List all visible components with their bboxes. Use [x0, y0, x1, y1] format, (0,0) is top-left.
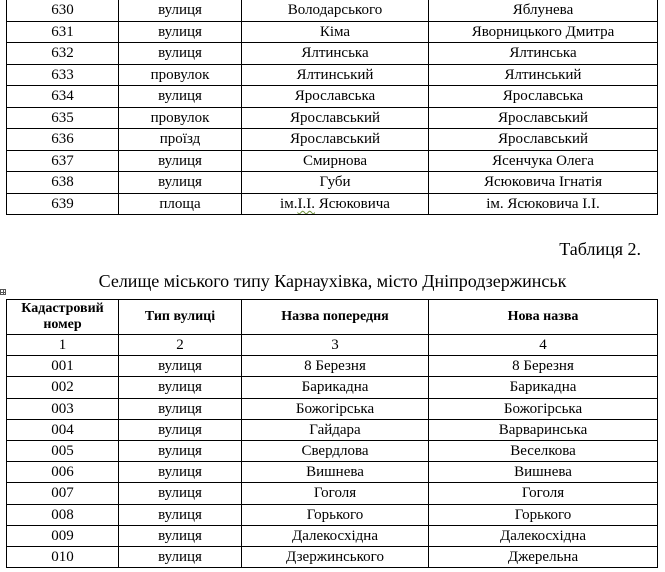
- cadastral-number-cell: 003: [7, 398, 119, 419]
- street-type-cell: проїзд: [119, 129, 242, 151]
- table-row: [7, 172, 658, 194]
- table-row: [7, 525, 658, 546]
- cadastral-number-cell: 001: [7, 356, 119, 377]
- street-type-cell: вулиця: [119, 356, 242, 377]
- table-row: [7, 86, 658, 108]
- cadastral-number-cell: 632: [7, 43, 119, 65]
- cadastral-number-cell: 634: [7, 86, 119, 108]
- previous-name-cell: Ялтинський: [242, 64, 429, 86]
- cadastral-number-cell: 636: [7, 129, 119, 151]
- table-row: [7, 150, 658, 172]
- header-street-type: Тип вулиці: [119, 300, 242, 335]
- new-name-cell: Ялтинський: [429, 64, 658, 86]
- new-name-cell: Джерельна: [429, 546, 658, 567]
- previous-name-cell: Гоголя: [242, 483, 429, 504]
- previous-name-cell: Дзержинського: [242, 546, 429, 567]
- new-name-cell: Далекосхідна: [429, 525, 658, 546]
- street-type-cell: вулиця: [119, 483, 242, 504]
- street-type-cell: вулиця: [119, 21, 242, 43]
- cadastral-number-cell: 002: [7, 377, 119, 398]
- header-new-name: Нова назва: [429, 300, 658, 335]
- previous-name-cell: Божогірська: [242, 398, 429, 419]
- new-name-cell: Барикадна: [429, 377, 658, 398]
- table-row: [7, 0, 658, 21]
- header-cadastral-number: [7, 300, 119, 335]
- table-row: [7, 129, 658, 151]
- table-row: [7, 483, 658, 504]
- table-row: [7, 377, 658, 398]
- previous-name-cell: Губи: [242, 172, 429, 194]
- street-type-cell: вулиця: [119, 43, 242, 65]
- street-renaming-table: [6, 299, 658, 568]
- table-header-row: [7, 300, 658, 335]
- street-type-cell: вулиця: [119, 86, 242, 108]
- previous-name-cell: Горького: [242, 504, 429, 525]
- table-row: [7, 356, 658, 377]
- street-type-cell: вулиця: [119, 525, 242, 546]
- street-type-cell: вулиця: [119, 419, 242, 440]
- street-type-cell: вулиця: [119, 462, 242, 483]
- cadastral-number-cell: 007: [7, 483, 119, 504]
- table-row: [7, 43, 658, 65]
- cadastral-number-cell: 637: [7, 150, 119, 172]
- previous-name-cell: Ярославський: [242, 107, 429, 129]
- cadastral-number-cell: 633: [7, 64, 119, 86]
- previous-name-cell: Барикадна: [242, 377, 429, 398]
- previous-name-cell: Ялтинська: [242, 43, 429, 65]
- table-row: [7, 462, 658, 483]
- cadastral-number-cell: 004: [7, 419, 119, 440]
- new-name-cell: Божогірська: [429, 398, 658, 419]
- column-number-row: [7, 335, 658, 356]
- table-row: [7, 21, 658, 43]
- column-number: 1: [7, 335, 119, 356]
- header-previous-name: Назва попередня: [242, 300, 429, 335]
- street-type-cell: вулиця: [119, 546, 242, 567]
- previous-name-cell: [242, 193, 429, 215]
- new-name-cell: Ярославська: [429, 86, 658, 108]
- table-row: [7, 419, 658, 440]
- cadastral-number-cell: 635: [7, 107, 119, 129]
- new-name-cell: Ярославський: [429, 107, 658, 129]
- new-name-cell: Вишнева: [429, 462, 658, 483]
- new-name-cell: 8 Березня: [429, 356, 658, 377]
- new-name-cell: Варваринська: [429, 419, 658, 440]
- cadastral-number-cell: 008: [7, 504, 119, 525]
- cadastral-number-cell: 630: [7, 0, 119, 21]
- cadastral-number-cell: 638: [7, 172, 119, 194]
- new-name-cell: Ясенчука Олега: [429, 150, 658, 172]
- street-type-cell: провулок: [119, 107, 242, 129]
- street-type-cell: вулиця: [119, 172, 242, 194]
- previous-name-cell: Свердлова: [242, 440, 429, 461]
- table-row: [7, 64, 658, 86]
- previous-name-prefix: ім.: [280, 195, 298, 212]
- column-number: 3: [242, 335, 429, 356]
- new-name-cell: Ясюковича Ігнатія: [429, 172, 658, 194]
- previous-name-cell: Смирнова: [242, 150, 429, 172]
- spellcheck-flagged-initials: І.І.: [297, 195, 315, 212]
- cadastral-number-cell: 639: [7, 193, 119, 215]
- previous-name-cell: 8 Березня: [242, 356, 429, 377]
- street-type-cell: вулиця: [119, 398, 242, 419]
- previous-name-cell: Кіма: [242, 21, 429, 43]
- cadastral-number-cell: 631: [7, 21, 119, 43]
- settlement-title: Селище міського типу Карнаухівка, місто Дніпродзержинськ: [98, 271, 567, 291]
- new-name-cell: Горького: [429, 504, 658, 525]
- column-number: 4: [429, 335, 658, 356]
- table-caption: Таблиця 2.: [559, 239, 641, 259]
- street-type-cell: вулиця: [119, 150, 242, 172]
- new-name-cell: Гоголя: [429, 483, 658, 504]
- previous-name-cell: Ярославська: [242, 86, 429, 108]
- header-cadastral-line1: Кадастровий: [21, 301, 104, 316]
- cadastral-number-cell: 010: [7, 546, 119, 567]
- previous-name-cell: Вишнева: [242, 462, 429, 483]
- column-number: 2: [119, 335, 242, 356]
- previous-name-cell: Далекосхідна: [242, 525, 429, 546]
- cadastral-number-cell: 005: [7, 440, 119, 461]
- table-row: [7, 504, 658, 525]
- street-type-cell: провулок: [119, 64, 242, 86]
- street-type-cell: вулиця: [119, 504, 242, 525]
- new-name-cell: Яворницького Дмитра: [429, 21, 658, 43]
- cadastral-number-cell: 009: [7, 525, 119, 546]
- previous-name-cell: Гайдара: [242, 419, 429, 440]
- street-type-cell: вулиця: [119, 377, 242, 398]
- table-row: [7, 193, 658, 215]
- table-row: [7, 440, 658, 461]
- street-table-continued: [6, 0, 658, 215]
- new-name-cell: Ярославський: [429, 129, 658, 151]
- new-name-cell: Ялтинська: [429, 43, 658, 65]
- new-name-cell: Яблунева: [429, 0, 658, 21]
- table-move-handle-icon[interactable]: [0, 289, 6, 295]
- table-row: [7, 398, 658, 419]
- street-type-cell: вулиця: [119, 440, 242, 461]
- street-type-cell: вулиця: [119, 0, 242, 21]
- previous-name-cell: Володарського: [242, 0, 429, 21]
- table-row: [7, 546, 658, 567]
- table-row: [7, 107, 658, 129]
- new-name-cell: Веселкова: [429, 440, 658, 461]
- header-cadastral-line2: номер: [43, 317, 82, 332]
- previous-name-surname: Ясюковича: [314, 195, 390, 212]
- previous-name-cell: Ярославський: [242, 129, 429, 151]
- new-name-cell: ім. Ясюковича І.І.: [429, 193, 658, 215]
- street-type-cell: площа: [119, 193, 242, 215]
- cadastral-number-cell: 006: [7, 462, 119, 483]
